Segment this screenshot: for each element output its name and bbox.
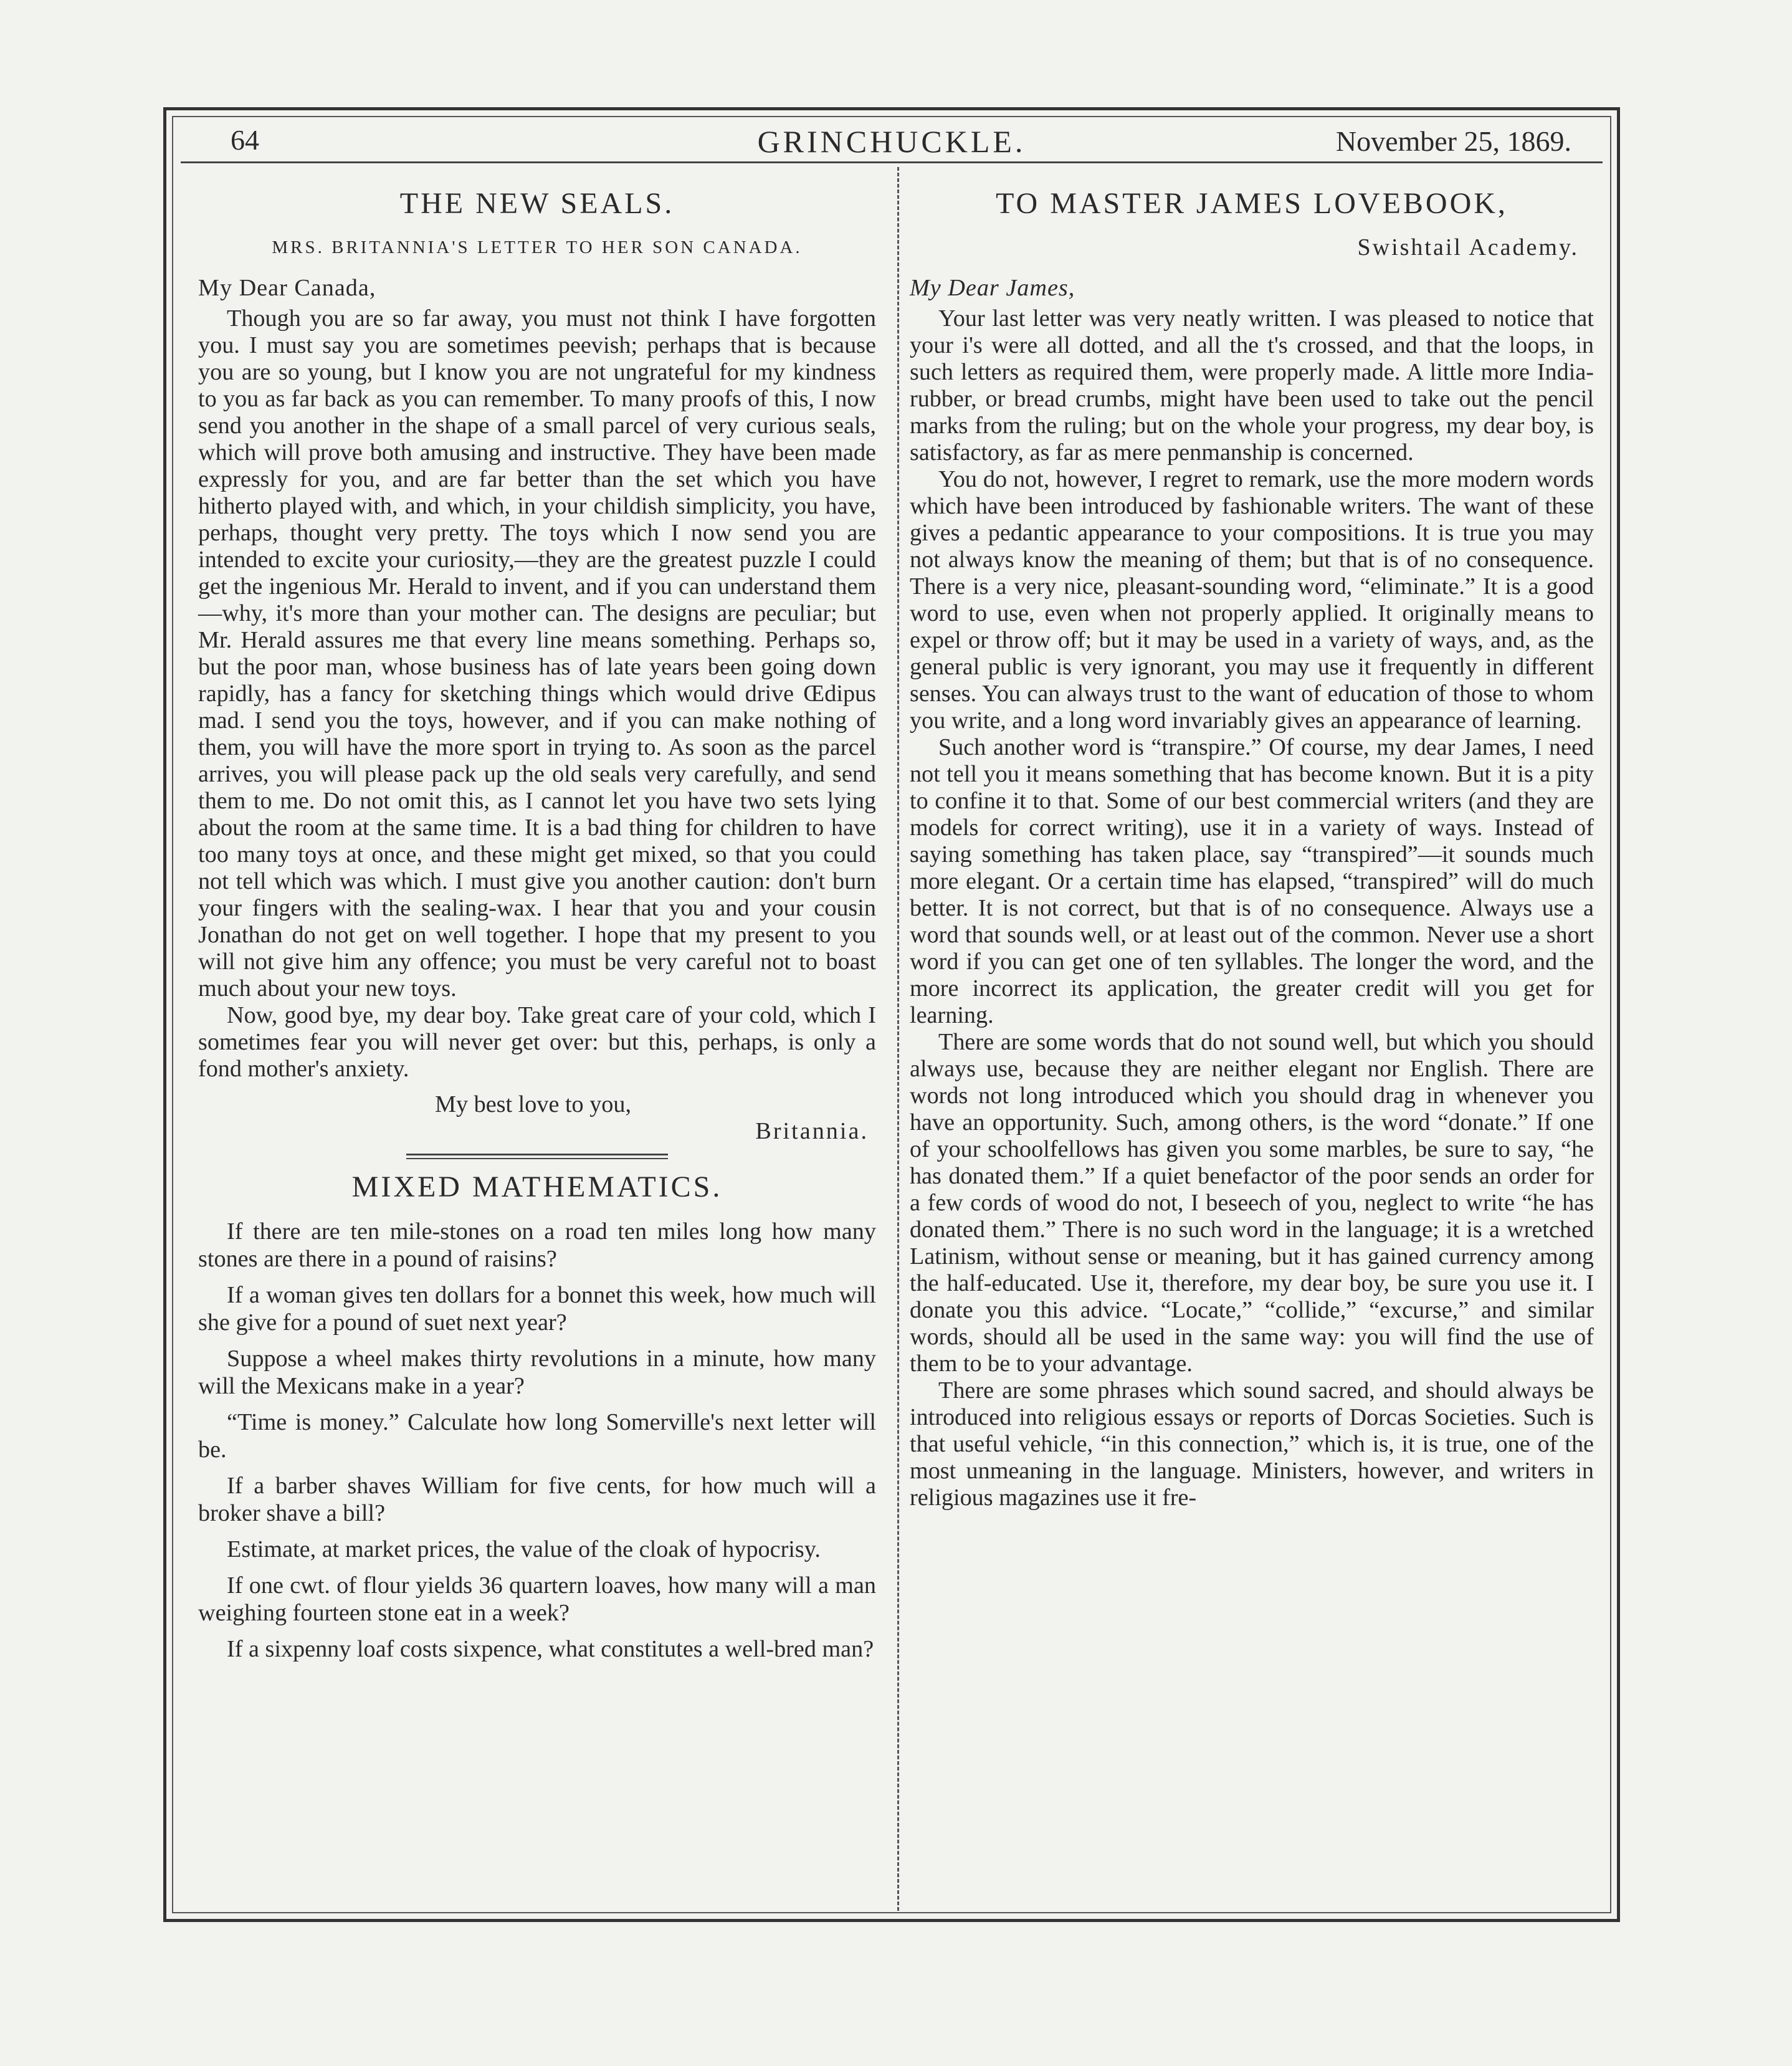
right-column — [910, 177, 1594, 1511]
paragraph: You do not, however, I regret to remark, use the more modern words which have been introduced by fashionable writers. The want of these gives a pedantic appearance to your compositions. It is true you may not always know the meaning of them; but that is of no consequence. There is a very nice, pleasant-sounding word, “eliminate.” It is a good word to use, even when not properly applied. It originally means to expel or throw off; but it may be used in a variety of ways, and, as the general public is very ignorant, you may use it frequently in different senses. You can always trust to the want of education of those to whom you write, and a long word invariably gives an appearance of learning. — [910, 466, 1594, 734]
question: If a woman gives ten dollars for a bonnet this week, how much will she give for a pound of suet next year? — [198, 1282, 876, 1336]
closing: My best love to you, — [435, 1091, 632, 1117]
question: “Time is money.” Calculate how long Somerville's next letter will be. — [198, 1409, 876, 1463]
section-divider — [406, 1154, 668, 1159]
question: If a barber shaves William for five cents, for how much will a broker shave a bill? — [198, 1473, 876, 1526]
salutation: My Dear James, — [910, 275, 1075, 301]
article-title: MIXED MATHEMATICS. — [351, 1170, 723, 1203]
article-title: THE NEW SEALS. — [399, 187, 675, 220]
salutation: My Dear Canada, — [198, 275, 376, 301]
paragraph: Now, good bye, my dear boy. Take great care of your cold, which I sometimes fear you will never get over: but this, perhaps, is only a fond mother's anxiety. — [198, 1002, 876, 1082]
signature: Britannia. — [755, 1118, 869, 1144]
page-number: 64 — [231, 124, 259, 156]
article-new-seals — [198, 187, 876, 1145]
paragraph: There are some phrases which sound sacred, and should always be introduced into religious essays or reports of Dorcas Societies. Such is that useful vehicle, “in this connection,” which is, it is true, one of the most unmeaning in the language. Ministers, however, and writers in religious magazines use it fre- — [910, 1377, 1594, 1511]
issue-date: November 25, 1869. — [1335, 125, 1571, 157]
left-column — [198, 177, 876, 1671]
school-name: Swishtail Academy. — [1357, 234, 1579, 261]
masthead: GRINCHUCKLE. — [757, 124, 1026, 159]
paragraph: Though you are so far away, you must not think I have forgotten you. I must say you are sometimes peevish; perhaps that is because you are so young, but I know you are not ungrateful for my kindness to you as far back as you can remember. To many proofs of this, I now send you another in the shape of a small parcel of very curious seals, which will prove both amusing and instructive. They have been made expressly for you, and are far better than the set which you have hitherto played with, and which, in your childish simplicity, you have, perhaps, thought very pretty. The toys which I now send you are intended to excite your curiosity,—they are the greatest puzzle I could get the ingenious Mr. Herald to invent, and if you can understand them—why, it's more than your mother can. The designs are peculiar; but Mr. Herald assures me that every line means something. Perhaps so, but the poor man, whose business has of late years been going down rapidly, has a fancy for sketching things which would drive Œdipus mad. I send you the toys, however, and if you can make nothing of them, you will have the more sport in trying to. As soon as the parcel arrives, you will please pack up the old seals very carefully, and send them to me. Do not omit this, as I cannot let you have two sets lying about the room at the same time. It is a bad thing for children to have too many toys at once, and these might get mixed, so that you could not tell which was which. I must give you another caution: don't burn your fingers with the sealing-wax. I hear that you and your cousin Jonathan do not get on well together. I hope that my present to you will not give him any offence; you must be very careful not to boast much about your new toys. — [198, 305, 876, 1002]
question: If a sixpenny loaf costs sixpence, what constitutes a well-bred man? — [227, 1636, 874, 1662]
article-subtitle: MRS. BRITANNIA'S LETTER TO HER SON CANADA. — [272, 237, 803, 257]
paragraph: Your last letter was very neatly written. I was pleased to notice that your i's were all dotted, and all the t's crossed, and that the loops, in such letters as required them, were properly made. A little more India-rubber, or bread crumbs, might have been used to take out the pencil marks from the ruling; but on the whole your progress, my dear boy, is satisfactory, as far as mere penmanship is concerned. — [910, 305, 1594, 466]
question: If there are ten mile-stones on a road ten miles long how many stones are there in a pound of raisins? — [198, 1218, 876, 1272]
column-divider — [897, 167, 899, 1911]
question: Estimate, at market prices, the value of the cloak of hypocrisy. — [227, 1536, 821, 1562]
page-header — [181, 123, 1603, 163]
question: If one cwt. of flour yields 36 quartern loaves, how many will a man weighing fourteen stone eat in a week? — [198, 1572, 876, 1626]
paragraph: Such another word is “transpire.” Of course, my dear James, I need not tell you it means something that has become known. But it is a pity to confine it to that. Some of our best commercial writers (and they are models for correct writing), use it in a variety of ways. Instead of saying something has taken place, say “transpired”—it sounds much more elegant. Or a certain time has elapsed, “transpired” will do much better. It is not correct, but that is of no consequence. Always use a word that sounds well, or at least out of the common. Never use a short word if you can get one of ten syllables. The longer the word, and the more incorrect its application, the greater credit will you get for learning. — [910, 734, 1594, 1028]
paragraph: There are some words that do not sound well, but which you should always use, because they are neither elegant nor English. There are words not long introduced which you should drag in whenever you have an opportunity. Such, among others, is the word “donate.” If one of your schoolfellows has given you some marbles, be sure to say, “he has donated them.” If a quiet benefactor of the poor sends an order for a few cords of wood do not, I beseech of you, neglect to write “he has donated them.” There is no such word in the language; it is a wretched Latinism, without sense or meaning, but it has gained currency among the half-educated. Use it, therefore, my dear boy, be sure you use it. I donate you this advice. “Locate,” “collide,” “excurse,” and similar words, should all be used in the same way: you will find the use of them to be to your advantage. — [910, 1029, 1594, 1377]
article-title: TO MASTER JAMES LOVEBOOK, — [996, 187, 1508, 220]
article-mixed-mathematics — [198, 1170, 876, 1663]
question: Suppose a wheel makes thirty revolutions in a minute, how many will the Mexicans make in a year? — [198, 1346, 876, 1399]
